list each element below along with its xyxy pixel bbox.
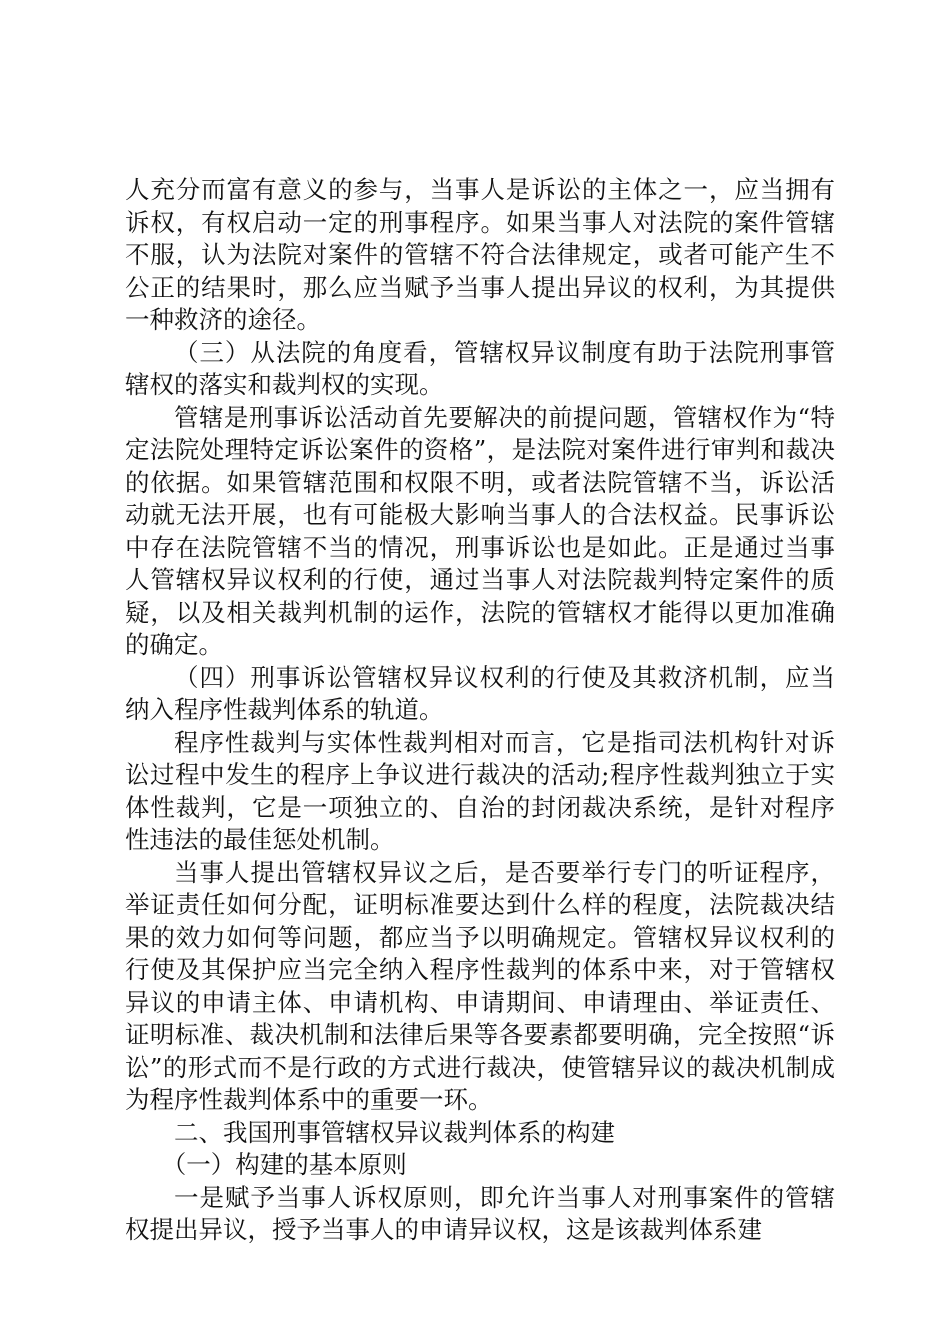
document-body bbox=[125, 174, 835, 1247]
paragraph-principle-1: 一是赋予当事人诉权原则，即允许当事人对刑事案件的管辖权提出异议，授予当事人的申请异议权，这是该裁判体系建 bbox=[125, 1182, 835, 1244]
subsection-heading-1: （一）构建的基本原则 bbox=[161, 1150, 407, 1179]
paragraph-objection-procedure: 当事人提出管辖权异议之后，是否要举行专门的听证程序，举证责任如何分配，证明标准要达到什么样的程度，法院裁决结果的效力如何等问题，都应当予以明确规定。管辖权异议权利的行使及其保护应当完全纳入程序性裁判的体系中来，对于管辖权异议的申请主体、申请机构、申请期间、申请理由、举证责任、证明标准、裁决机制和法律后果等各要素都要明确，完全按照“诉讼”的形式而不是行政的方式进行裁决，使管辖异议的裁决机制成为程序性裁判体系中的重要一环。 bbox=[125, 857, 835, 1114]
section-heading-2: 二、我国刑事管辖权异议裁判体系的构建 bbox=[174, 1117, 615, 1147]
paragraph-heading-3: （三）从法院的角度看，管辖权异议制度有助于法院刑事管辖权的落实和裁判权的实现。 bbox=[125, 337, 835, 399]
paragraph-procedural-adjudication: 程序性裁判与实体性裁判相对而言，它是指司法机构针对诉讼过程中发生的程序上争议进行裁决的活动;程序性裁判独立于实体性裁判，它是一项独立的、自治的封闭裁决系统，是针对程序性违法的最佳惩处机制。 bbox=[125, 727, 835, 854]
paragraph-heading-4: （四）刑事诉讼管辖权异议权利的行使及其救济机制，应当纳入程序性裁判体系的轨道。 bbox=[125, 662, 835, 724]
paragraph-jurisdiction-basis: 管辖是刑事诉讼活动首先要解决的前提问题，管辖权作为“特定法院处理特定诉讼案件的资格”，是法院对案件进行审判和裁决的依据。如果管辖范围和权限不明，或者法院管辖不当，诉讼活动就无法开展，也有可能极大影响当事人的合法权益。民事诉讼中存在法院管辖不当的情况，刑事诉讼也是如此。正是通过当事人管辖权异议权利的行使，通过当事人对法院裁判特定案件的质疑，以及相关裁判机制的运作，法院的管辖权才能得以更加准确的确定。 bbox=[125, 402, 835, 659]
paragraph-continuation: 人充分而富有意义的参与，当事人是诉讼的主体之一，应当拥有诉权，有权启动一定的刑事程序。如果当事人对法院的案件管辖不服，认为法院对案件的管辖不符合法律规定，或者可能产生不公正的结果时，那么应当赋予当事人提出异议的权利，为其提供一种救济的途径。 bbox=[125, 175, 835, 334]
